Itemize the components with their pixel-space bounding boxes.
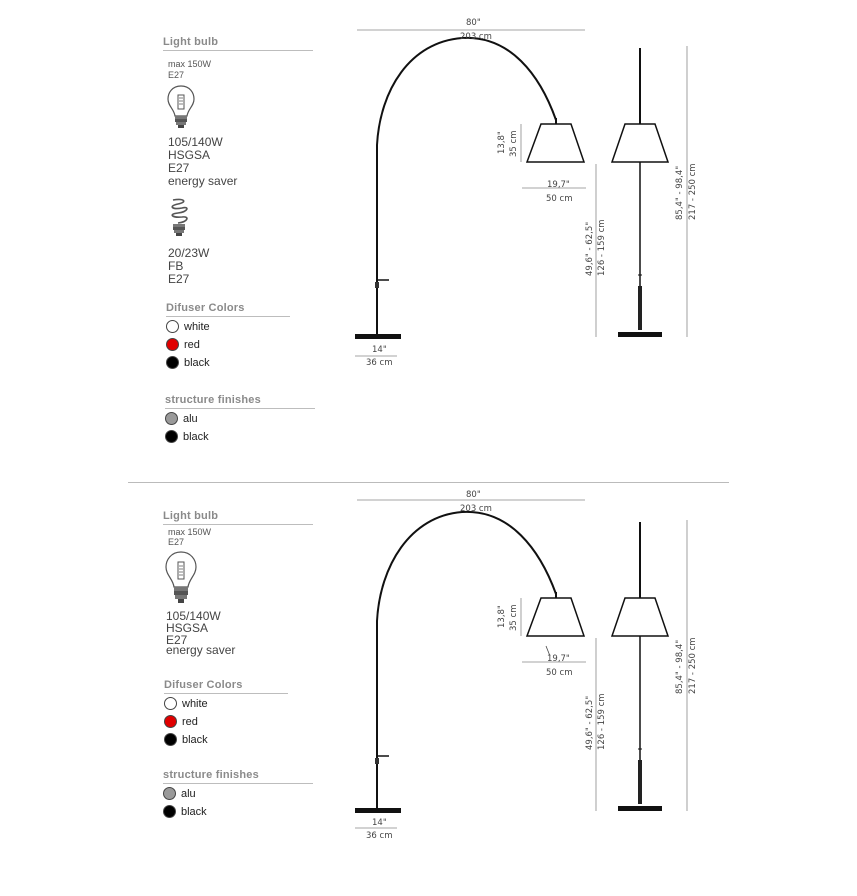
structure-finishes-title: structure finishes (165, 394, 315, 409)
bulb1-spec-type: HSGSA (166, 621, 209, 635)
base-inches: 14" (372, 345, 387, 355)
swatch-label: black (184, 356, 210, 369)
product-sheet-top (0, 0, 857, 443)
max-wattage: max 150W (168, 59, 212, 69)
bulb2-spec-socket: E27 (168, 272, 190, 286)
base-inches: 14" (372, 818, 387, 828)
diffuser-colors-title: Difuser Colors (164, 679, 288, 694)
width-cm: 203 cm (460, 504, 492, 514)
width-cm: 203 cm (460, 32, 492, 42)
structure-finishes-title: structure finishes (163, 769, 313, 784)
shade-width-cm: 50 cm (546, 668, 573, 678)
bulb1-spec-type: HSGSA (168, 148, 211, 162)
swatch-label: alu (181, 787, 196, 800)
light-bulb-title: Light bulb (163, 36, 313, 51)
bulb2-spec-watt: 20/23W (168, 246, 210, 260)
swatch-label: white (184, 320, 210, 333)
hanging-height-cm: 126 - 159 cm (597, 219, 607, 276)
black-swatch (165, 430, 178, 443)
swatch-label: alu (183, 412, 198, 425)
swatch-label: black (182, 733, 208, 746)
max-socket: E27 (168, 70, 185, 80)
diffuser-colors-title: Difuser Colors (166, 302, 290, 317)
total-height-inches: 85,4" - 98,4" (675, 165, 685, 220)
shade-height-cm: 35 cm (509, 130, 519, 157)
hanging-height-cm: 126 - 159 cm (597, 693, 607, 750)
shade-width-inches: 19,7" (547, 654, 570, 664)
swatch-label: white (182, 697, 208, 710)
hanging-height-inches: 49,6" - 62,5" (585, 221, 595, 276)
bulb1-spec-socket: E27 (166, 633, 188, 647)
swatch-label: red (184, 338, 200, 351)
total-height-inches: 85,4" - 98,4" (675, 639, 685, 694)
light-bulb-title: Light bulb (163, 510, 313, 525)
base-cm: 36 cm (366, 358, 393, 368)
bulb1-spec-note: energy saver (166, 643, 236, 657)
bulb1-spec-note: energy saver (168, 174, 238, 188)
base-cm: 36 cm (366, 831, 393, 841)
product-sheet-bottom (0, 476, 857, 896)
floor-lamp-drawing (0, 0, 857, 420)
swatch-label: black (181, 805, 207, 818)
width-inches: 80" (466, 490, 481, 500)
swatch-label: red (182, 715, 198, 728)
width-inches: 80" (466, 18, 481, 28)
shade-width-inches: 19,7" (547, 180, 570, 190)
bulb2-spec-type: FB (168, 259, 184, 273)
hanging-height-inches: 49,6" - 62,5" (585, 695, 595, 750)
shade-height-inches: 13,8" (497, 131, 507, 154)
max-wattage: max 150W (168, 527, 212, 537)
finish-option-black[interactable] (165, 430, 209, 443)
max-socket: E27 (168, 537, 185, 547)
bulb1-spec-socket: E27 (168, 161, 190, 175)
bulb1-spec-watt: 105/140W (166, 609, 221, 623)
bulb1-spec-watt: 105/140W (168, 135, 223, 149)
swatch-label: black (183, 430, 209, 443)
total-height-cm: 217 - 250 cm (688, 163, 698, 220)
floor-lamp-drawing (0, 476, 857, 857)
total-height-cm: 217 - 250 cm (688, 637, 698, 694)
shade-height-cm: 35 cm (509, 604, 519, 631)
shade-width-cm: 50 cm (546, 194, 573, 204)
shade-height-inches: 13,8" (497, 605, 507, 628)
